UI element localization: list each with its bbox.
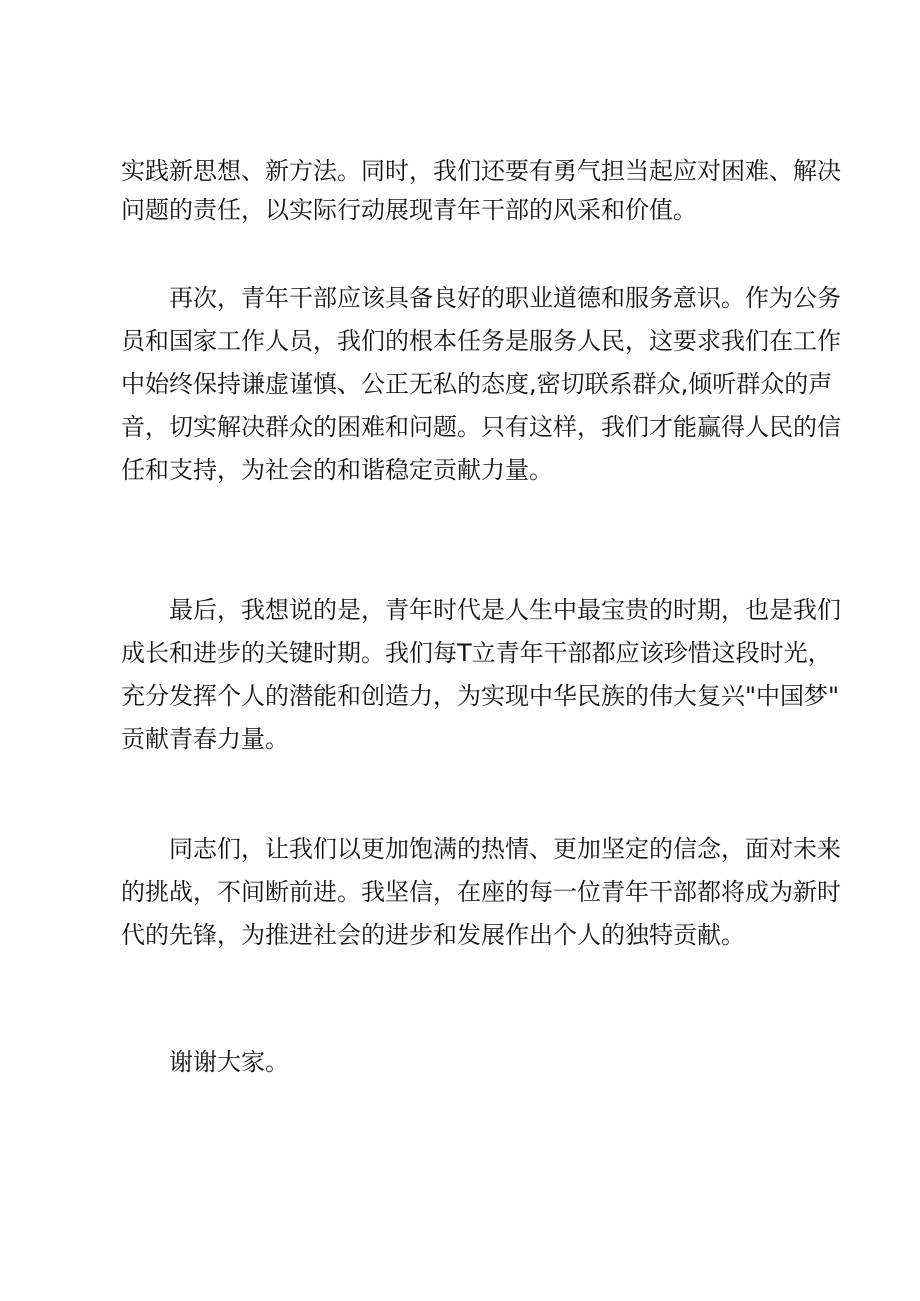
text-line: 再次，青年干部应该具备良好的职业道德和服务意识。作为公务 (169, 284, 841, 312)
text-line: 实践新思想、新方法。同时，我们还要有勇气担当起应对困难、解决 (121, 157, 841, 185)
text-line: 员和国家工作人员，我们的根本任务是服务人民，这要求我们在工作 (121, 327, 841, 355)
text-line: 问题的责任，以实际行动展现青年干部的风采和价值。 (121, 196, 697, 224)
paragraph-call-to-action (121, 828, 841, 957)
paragraph-closing (121, 1041, 821, 1084)
text-line: 谢谢大家。 (169, 1048, 289, 1076)
text-line: 成长和进步的关键时期。我们每T立青年干部都应该珍惜这段时光， (121, 639, 832, 667)
paragraph-youth-period (121, 589, 841, 761)
text-line: 贡献青春力量。 (121, 725, 289, 753)
paragraph-professional-ethics (121, 277, 841, 492)
text-line: 最后，我想说的是，青年时代是人生中最宝贵的时期，也是我们 (169, 596, 841, 624)
text-line: 音，切实解决群众的困难和问题。只有这样，我们才能赢得人民的信 (121, 413, 841, 441)
text-line: 的挑战，不间断前进。我坚信，在座的每一位青年干部都将成为新时 (121, 878, 841, 906)
text-line: 中始终保持谦虚谨慎、公正无私的态度,密切联系群众,倾听群众的声 (121, 370, 833, 398)
text-line: 代的先锋，为推进社会的进步和发展作出个人的独特贡献。 (121, 921, 745, 949)
text-line: 同志们，让我们以更加饱满的热情、更加坚定的信念，面对未来 (169, 835, 841, 863)
text-line: 充分发挥个人的潜能和创造力，为实现中华民族的伟大复兴"中国梦" (121, 682, 840, 710)
text-line: 任和支持，为社会的和谐稳定贡献力量。 (121, 456, 553, 484)
paragraph-continuation (121, 152, 841, 230)
